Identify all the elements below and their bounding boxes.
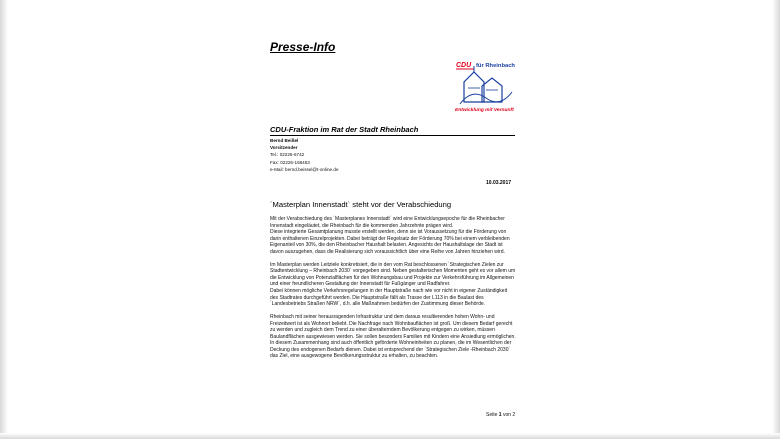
page-shadow-left	[0, 0, 8, 439]
church-icon	[460, 66, 512, 104]
paragraph: Rheinbach mit seiner herausragenden Infrastruktur und dem daraus resultierenden hohen Wohn- und Freizeitwert ist als Wohnort beliebt. Die Nachfrage nach Wohnbauflächen ist groß. Um diesem Bedarf gerecht zu werden und zugleich dem Trend zu einer überalterndem Bevölkerung entgegen zu wirken, müssen Baulandflächen ausgewiesen werden. Sie sollen besonders Familien mit Kindern eine Ansiedlung ermöglichen. In diesem Zusammenhang sind auch öffentlich geförderte Wohneinheiten zu planen, die im Wesentlichen der Deckung des endogenen Bedarfs dienen. Dabei ist entsprechend der ´Strategischen Ziele -Rheinbach 2030` das Ziel, eine ausgewogene Bevölkerungsstruktur zu erhalten, zu beachten.	[270, 314, 516, 360]
sender-role: Vorsitzender	[270, 145, 298, 151]
sender-name: Bernd Beißel	[270, 138, 299, 143]
sender-fax: Fax: 02226-168453	[270, 159, 310, 165]
article-body	[270, 216, 516, 366]
page-title: Presse-Info	[270, 40, 336, 54]
current-page: 1	[498, 412, 502, 418]
logo-brand: CDU	[456, 62, 472, 69]
logo-slogan: Entwicklung mit Vernunft	[455, 108, 514, 113]
total-pages: 2	[512, 412, 516, 418]
page-separator: von	[502, 412, 512, 418]
logo-town: für Rheinbach	[476, 63, 515, 69]
page-shadow-right	[772, 0, 780, 439]
document-date: 10.03.2017	[486, 180, 512, 186]
organization-heading: CDU-Fraktion im Rat der Stadt Rheinbach	[270, 125, 515, 136]
sender-phone: Tel.: 02226-5742	[270, 152, 305, 158]
page-label: Seite	[486, 412, 498, 418]
paragraph: Mit der Verabschiedung des ´Masterplanes Innenstadt` wird eine Entwicklungsepoche für die Rheinbacher Innenstadt eingeläutet, die Rheinbach für die kommenden Jahrzehnte prägen wird. Diese integrierte Gesamtplanung musste erstellt werden, denn sie ist Voraussetzung für die Förderung von darin enthaltenen Einzelprojekten. Dabei beträgt der Regelsatz der Förderung 70% bei einem verbleibenden Eigenanteil von 30%, die den Rheinbacher Haushalt belasten. Angesichts der Haushaltslage der Stadt ist davon auszugehen, dass die Realisierung sich voraussichtlich über eine Reihe von Jahren hinziehen wird.	[270, 216, 510, 255]
contact-block	[270, 137, 339, 173]
page-number	[486, 412, 515, 418]
cdu-logo	[452, 58, 520, 114]
paragraph: Im Masterplan werden Leitziele konkretisiert, die in den vom Rat beschlossenen ´Strategischen Zielen zur Stadtentwicklung – Rheinbach 2030` vorgegeben sind. Neben gestalterischen Momenten geht es vor allem um die Entwicklung von Potenzialflächen für den Wohnungsbau und Projekte zur Verkehrsführung im Allgemeinen und einer freundlicheren Gestaltung der Innenstadt für Fußgänger und Radfahrer. Dabei können mögliche Verkehrsregelungen in der Hauptstraße nach wie vor nicht in eigener Zuständigkeit des Stadtrates durchgeführt werden. Die Hauptstraße fällt als Trasse der L113 in die Baulast des ´Landesbetriebs Straßen NRW`, d.h. alle Maßnahmen bedürfen der Zustimmung dieser Behörde.	[270, 261, 516, 308]
article-headline: ´Masterplan Innenstadt` steht vor der Verabschiedung	[270, 200, 452, 209]
page-shadow-bottom	[0, 433, 780, 439]
sender-email[interactable]: e-Mail: bernd.beissel@t-online.de	[270, 166, 339, 172]
